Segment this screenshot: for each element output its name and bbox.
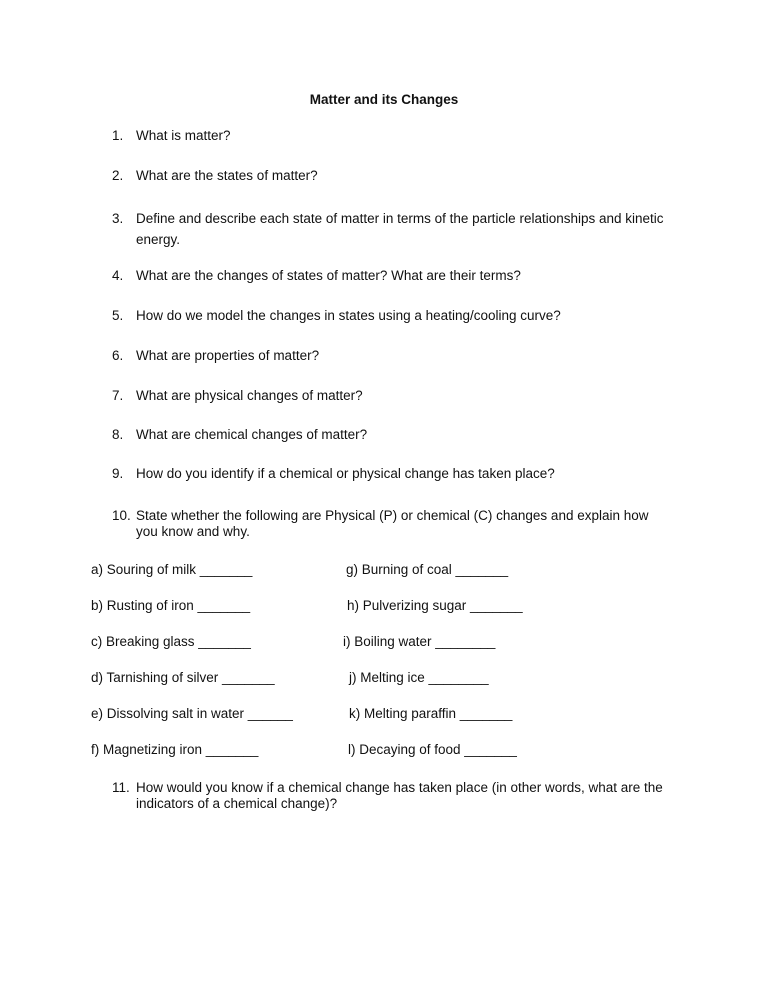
question-5 <box>112 308 672 324</box>
question-11 <box>112 780 672 812</box>
question-2 <box>112 168 672 184</box>
question-text: What are physical changes of matter? <box>136 388 363 403</box>
question-number: 2. <box>112 168 124 183</box>
question-number: 3. <box>112 211 124 226</box>
question-number: 1. <box>112 128 124 143</box>
question-text: State whether the following are Physical (P) or chemical (C) changes and explain how you know and why. <box>136 508 649 539</box>
change-item-f: f) Magnetizing iron _______ <box>91 742 259 757</box>
question-7 <box>112 388 672 404</box>
question-text: What are the changes of states of matter? What are their terms? <box>136 268 521 283</box>
question-3 <box>112 208 672 250</box>
change-item-h: h) Pulverizing sugar _______ <box>347 598 523 613</box>
question-number: 5. <box>112 308 124 323</box>
change-item-a: a) Souring of milk _______ <box>91 562 253 577</box>
change-item-d: d) Tarnishing of silver _______ <box>91 670 275 685</box>
change-item-c: c) Breaking glass _______ <box>91 634 251 649</box>
question-text: How do you identify if a chemical or physical change has taken place? <box>136 466 555 481</box>
question-number: 8. <box>112 427 124 442</box>
question-number: 6. <box>112 348 124 363</box>
change-item-b: b) Rusting of iron _______ <box>91 598 251 613</box>
question-4 <box>112 268 672 284</box>
change-item-k: k) Melting paraffin _______ <box>349 706 513 721</box>
question-text: What are chemical changes of matter? <box>136 427 368 442</box>
change-item-j: j) Melting ice ________ <box>349 670 489 685</box>
question-10 <box>112 508 672 540</box>
question-number: 10. <box>112 508 131 523</box>
question-number: 9. <box>112 466 124 481</box>
question-text: How would you know if a chemical change has taken place (in other words, what are the indicators of a chemical change)? <box>136 780 663 811</box>
question-text: How do we model the changes in states using a heating/cooling curve? <box>136 308 561 323</box>
change-item-g: g) Burning of coal _______ <box>346 562 509 577</box>
question-number: 4. <box>112 268 124 283</box>
change-item-e: e) Dissolving salt in water ______ <box>91 706 293 721</box>
question-text: What is matter? <box>136 128 231 143</box>
change-item-i: i) Boiling water ________ <box>343 634 496 649</box>
question-8 <box>112 427 672 443</box>
question-number: 11. <box>112 780 130 795</box>
question-text: What are the states of matter? <box>136 168 318 183</box>
page-title: Matter and its Changes <box>309 92 459 107</box>
question-number: 7. <box>112 388 124 403</box>
question-9 <box>112 466 672 482</box>
question-6 <box>112 348 672 364</box>
question-1 <box>112 128 672 144</box>
question-text: What are properties of matter? <box>136 348 320 363</box>
question-text: Define and describe each state of matter in terms of the particle relationships and kinetic energy. <box>136 211 664 247</box>
change-item-l: l) Decaying of food _______ <box>348 742 517 757</box>
